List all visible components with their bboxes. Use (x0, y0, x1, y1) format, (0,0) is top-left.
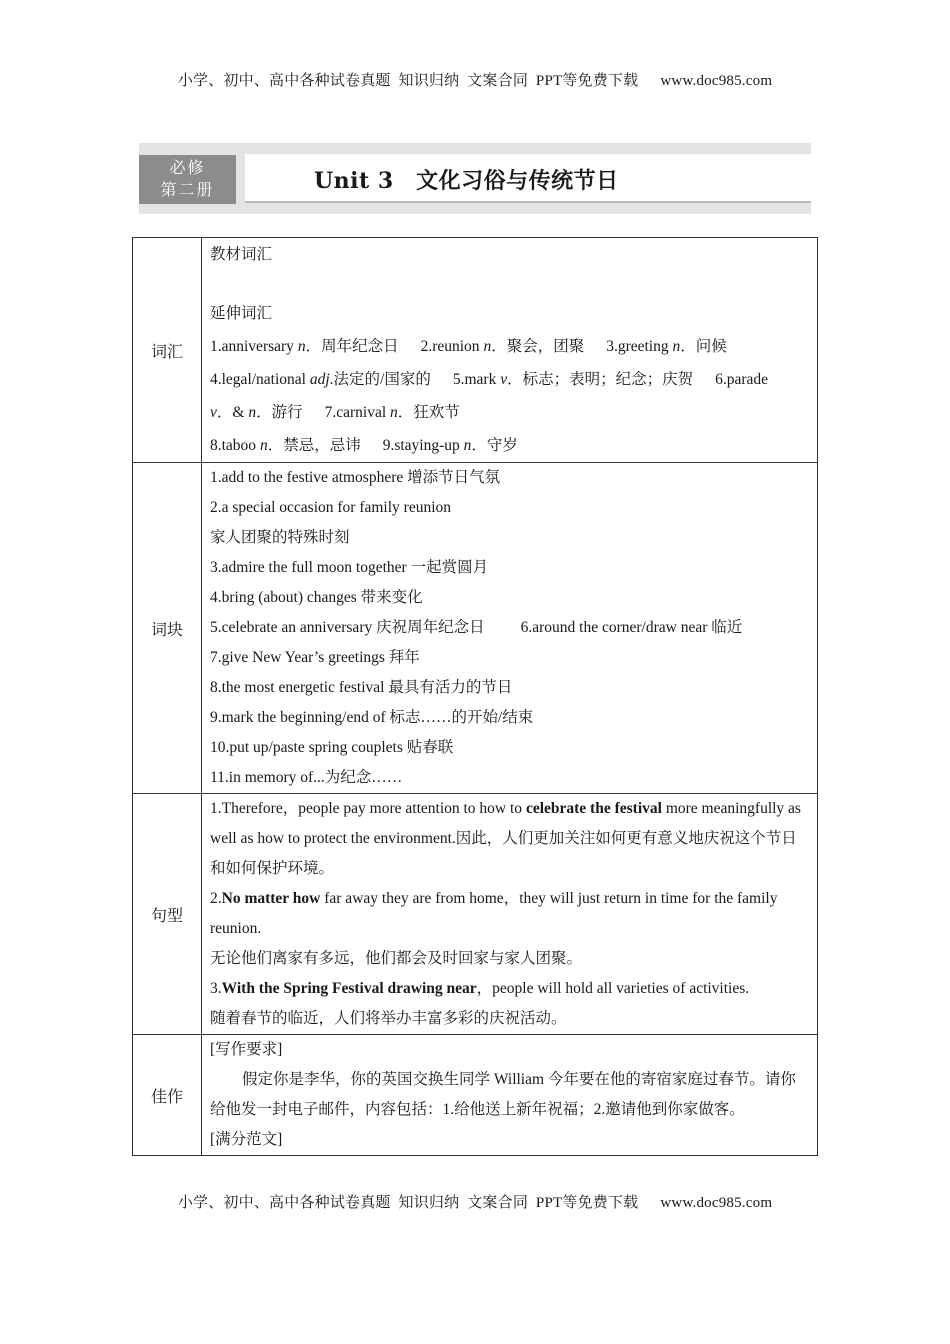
chunk-item: 3.admire the full moon together 一起赏圆月 (210, 559, 489, 576)
unit-title: Unit 3 文化习俗与传统节日 (314, 168, 619, 194)
header-text: 小学、初中、高中各种试卷真题 知识归纳 文案合同 PPT等免费下载 (177, 73, 639, 89)
chunk-item: 1.add to the festive atmosphere 增添节日气氛 (210, 469, 501, 486)
sentence-3-translation: 随着春节的临近，人们将举办丰富多彩的庆祝活动。 (210, 1010, 567, 1027)
label-sentences: 句型 (133, 794, 202, 1035)
vocab-line-3: v．& n．游行 7.carnival n．狂欢节 (210, 404, 460, 421)
vocab-line-4: 8.taboo n．禁忌，忌讳 9.staying-up n．守岁 (210, 437, 518, 454)
chunk-item: 9.mark the beginning/end of 标志……的开始/结束 (210, 709, 534, 726)
vocab-heading-extended: 延伸词汇 (210, 305, 273, 322)
footer-url: www.doc985.com (660, 1195, 773, 1211)
header-url: www.doc985.com (660, 73, 773, 89)
vocab-content (202, 238, 818, 463)
chunk-item: 家人团聚的特殊时刻 (210, 529, 350, 546)
chunk-item: 11.in memory of...为纪念…… (210, 769, 403, 786)
row-writing (133, 1035, 818, 1156)
writing-content (202, 1035, 818, 1156)
vocab-line-1: 1.anniversary n．周年纪念日 2.reunion n．聚会，团聚 3.greeting n．问候 (210, 338, 727, 355)
label-writing: 佳作 (133, 1035, 202, 1156)
chunk-item: 6.around the corner/draw near 临近 (520, 619, 743, 636)
chunk-line-5-6 (210, 613, 809, 643)
sentence-2: 2.No matter how far away they are from home，they will just return in time for the family reunion. (210, 890, 778, 937)
chunk-item: 10.put up/paste spring couplets 贴春联 (210, 739, 454, 756)
page-footer (0, 1191, 950, 1212)
chunk-item: 7.give New Year’s greetings 拜年 (210, 649, 420, 666)
writing-model-heading: [满分范文] (210, 1131, 283, 1148)
sentence-3: 3.With the Spring Festival drawing near，people will hold all varieties of activities. (210, 980, 750, 997)
chunk-item: 2.a special occasion for family reunion (210, 499, 452, 516)
chunk-item: 5.celebrate an anniversary 庆祝周年纪念日 (210, 619, 485, 636)
sentence-1: 1.Therefore，people pay more attention to how to celebrate the festival more meaningfully as well as how to protect the environment.因此，人们更加关注如何更有意义地庆祝这个节日和如何保护环境。 (210, 800, 801, 877)
vocab-heading-textbook: 教材词汇 (210, 246, 273, 263)
row-sentences (133, 794, 818, 1035)
volume-badge (139, 155, 236, 204)
label-vocab: 词汇 (133, 238, 202, 463)
writing-req-heading: [写作要求] (210, 1041, 283, 1058)
chunks-content (202, 463, 818, 794)
chunk-item: 4.bring (about) changes 带来变化 (210, 589, 423, 606)
badge-line-1: 必修 (169, 158, 206, 177)
title-bar (245, 154, 811, 203)
label-chunks: 词块 (133, 463, 202, 794)
footer-text: 小学、初中、高中各种试卷真题 知识归纳 文案合同 PPT等免费下载 (177, 1195, 639, 1211)
page-header (0, 69, 950, 90)
vocab-line-2: 4.legal/national adj.法定的/国家的 5.mark v．标志；表明；纪念；庆贺 6.parade (210, 371, 769, 388)
summary-table (132, 237, 818, 1156)
unit-banner (139, 143, 811, 214)
row-chunks (133, 463, 818, 794)
badge-line-2: 第二册 (160, 180, 215, 199)
row-vocab (133, 238, 818, 463)
sentence-2-translation: 无论他们离家有多远，他们都会及时回家与家人团聚。 (210, 950, 583, 967)
sentences-content (202, 794, 818, 1035)
chunk-item: 8.the most energetic festival 最具有活力的节日 (210, 679, 513, 696)
writing-req-text: 假定你是李华，你的英国交换生同学 William 今年要在他的寄宿家庭过春节。请你给他发一封电子邮件，内容包括：1.给他送上新年祝福；2.邀请他到你家做客。 (210, 1071, 796, 1118)
